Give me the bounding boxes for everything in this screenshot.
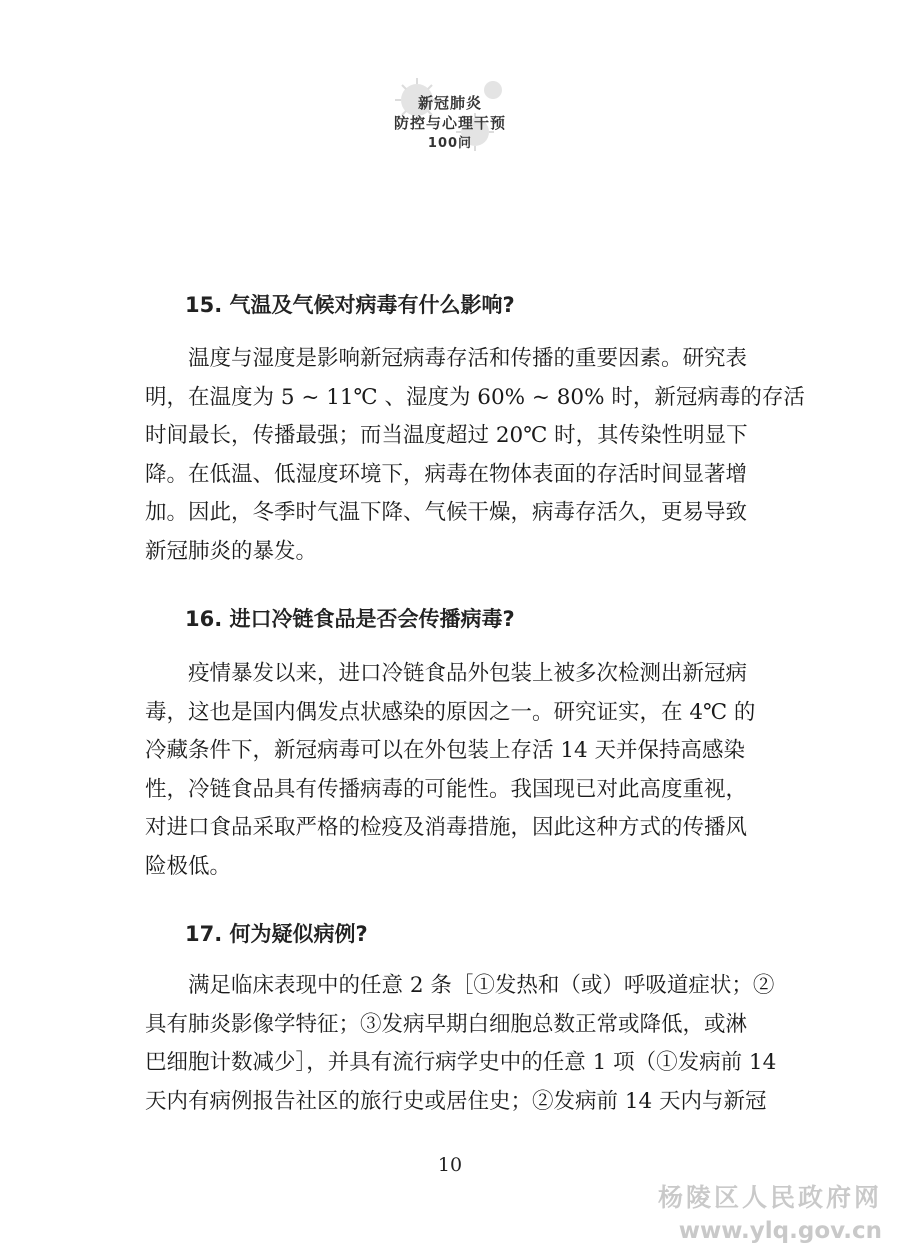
question-16-heading: 16. 进口冷链食品是否会传播病毒? xyxy=(185,607,515,631)
logo-title-line-2: 防控与心理干预 xyxy=(393,114,506,132)
page-number: 10 xyxy=(437,1154,463,1176)
question-15-answer xyxy=(145,340,805,571)
logo-title-line-3: 100问 xyxy=(427,136,473,151)
text-line: 性，冷链食品具有传播病毒的可能性。我国现已对此高度重视， xyxy=(145,776,748,802)
text-line: 险极低。 xyxy=(145,853,232,879)
text-line: 冷藏条件下，新冠病毒可以在外包装上存活 14 天并保持高感染 xyxy=(145,738,746,763)
question-17-answer xyxy=(145,967,777,1121)
question-17-heading: 17. 何为疑似病例? xyxy=(185,922,368,946)
text-line: 降。在低温、低湿度环境下，病毒在物体表面的存活时间显著增 xyxy=(145,461,748,487)
text-line: 具有肺炎影像学特征；③发病早期白细胞总数正常或降低，或淋 xyxy=(145,1011,748,1037)
text-line: 疫情暴发以来，进口冷链食品外包装上被多次检测出新冠病 xyxy=(188,661,748,686)
book-header-logo xyxy=(375,70,525,160)
text-line: 温度与湿度是影响新冠病毒存活和传播的重要因素。研究表 xyxy=(188,346,748,371)
text-line: 对进口食品采取严格的检疫及消毒措施，因此这种方式的传播风 xyxy=(145,815,748,840)
text-line: 时间最长，传播最强；而当温度超过 20℃ 时，其传染性明显下 xyxy=(145,423,748,448)
site-watermark xyxy=(658,1178,882,1244)
watermark-url: www.ylq.gov.cn xyxy=(678,1218,882,1244)
text-line: 明，在温度为 5 ~ 11℃ 、湿度为 60% ~ 80% 时，新冠病毒的存活 xyxy=(145,384,805,410)
question-16-answer xyxy=(145,655,765,886)
text-line: 巴细胞计数减少］，并具有流行病学史中的任意 1 项（①发病前 14 xyxy=(145,1050,777,1075)
question-15-heading: 15. 气温及气候对病毒有什么影响? xyxy=(185,293,515,317)
text-line: 毒，这也是国内偶发点状感染的原因之一。研究证实，在 4℃ 的 xyxy=(145,699,756,725)
watermark-site-name: 杨陵区人民政府网 xyxy=(657,1183,882,1212)
logo-title-line-1: 新冠肺炎 xyxy=(417,94,482,112)
text-line: 新冠肺炎的暴发。 xyxy=(145,538,318,564)
text-line: 天内有病例报告社区的旅行史或居住史；②发病前 14 天内与新冠 xyxy=(145,1088,767,1114)
text-line: 加。因此，冬季时气温下降、气候干燥，病毒存活久，更易导致 xyxy=(145,500,748,525)
text-line: 满足临床表现中的任意 2 条［①发热和（或）呼吸道症状；② xyxy=(188,973,775,998)
